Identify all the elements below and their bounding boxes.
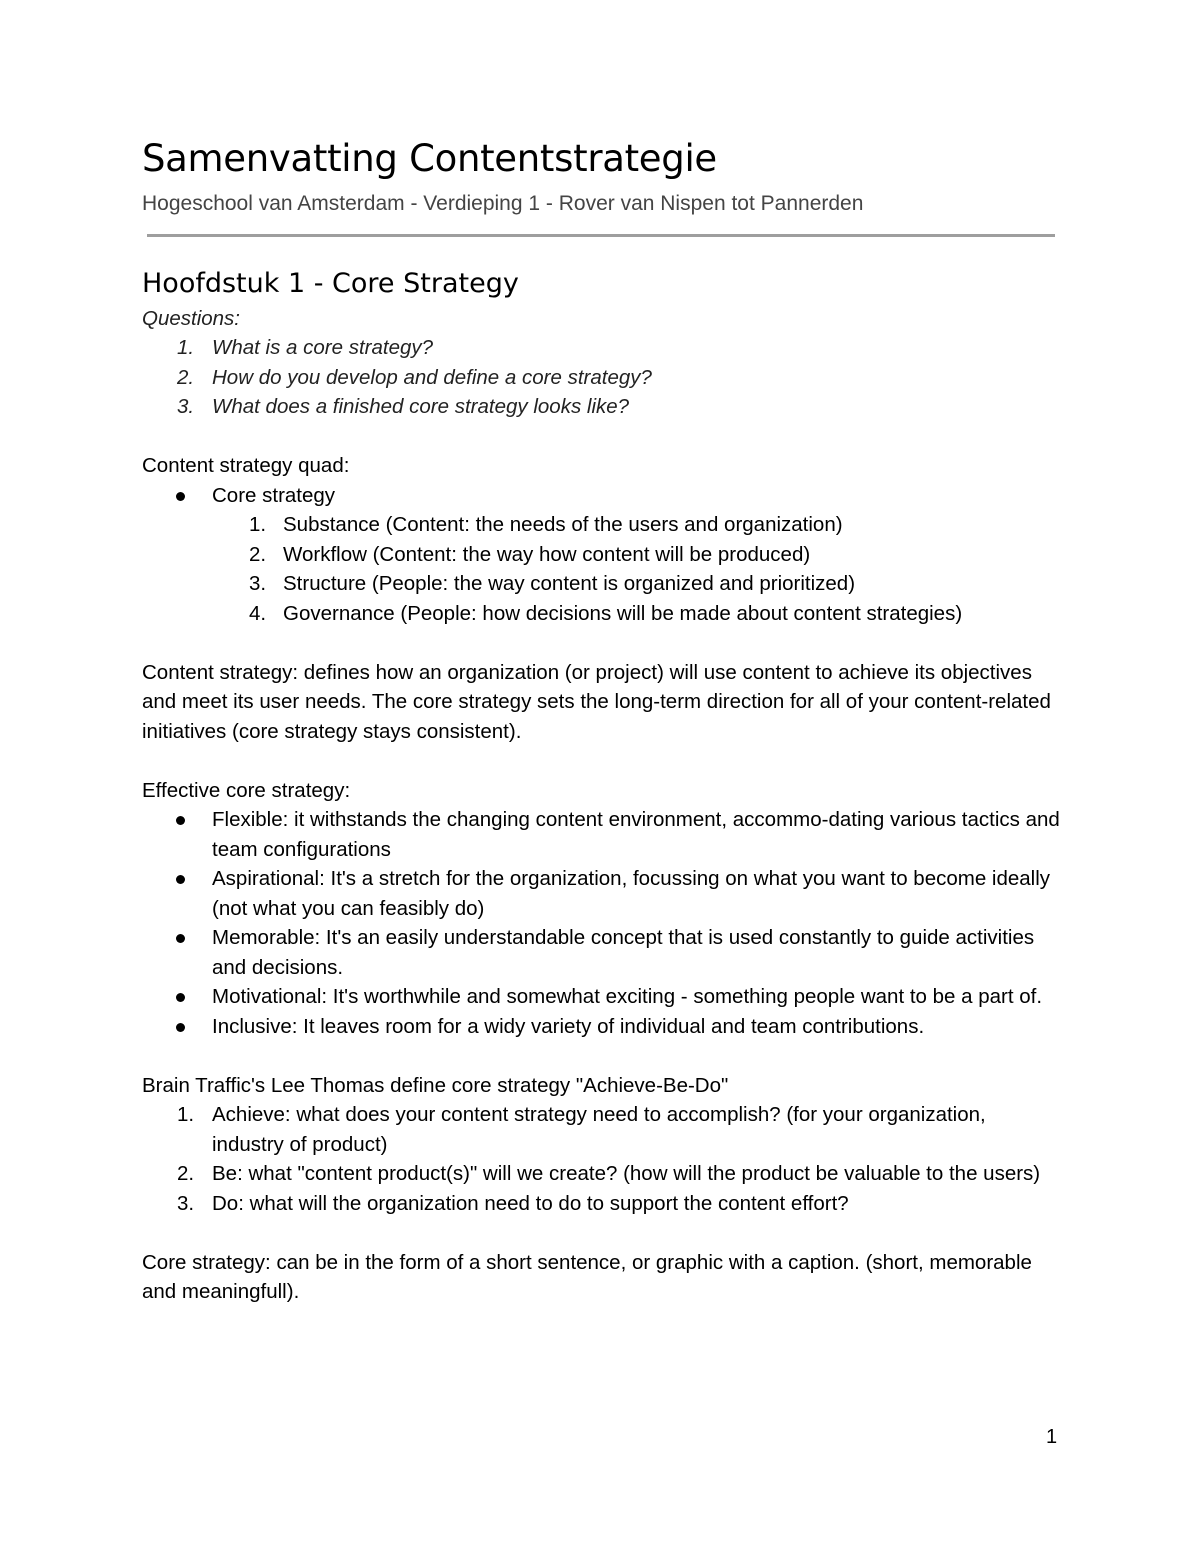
list-item [212, 540, 1062, 570]
spacer [142, 746, 1062, 776]
list-item [142, 333, 1062, 363]
page-content [142, 137, 1062, 1307]
list-item-text: What does a finished core strategy looks like? [212, 395, 630, 419]
list-item-text: Inclusive: It leaves room for a widy variety of individual and team contributions. [212, 1014, 925, 1038]
effective-list [142, 805, 1062, 1041]
list-item-text: Aspirational: It's a stretch for the organization, focussing on what you want to become ideally (not what you can feasibly do) [212, 867, 1051, 920]
title-divider [147, 234, 1055, 237]
list-item [142, 982, 1062, 1012]
list-item [142, 1159, 1062, 1189]
list-item [142, 363, 1062, 393]
list-item [142, 864, 1062, 923]
bullet-icon [176, 1023, 185, 1032]
bullet-icon [176, 816, 185, 825]
list-item-text: Motivational: It's worthwhile and somewhat exciting - something people want to be a part of. [212, 985, 1043, 1009]
list-item-text: Do: what will the organization need to do to support the content effort? [212, 1191, 849, 1215]
list-number: 1. [177, 1103, 195, 1127]
closing-paragraph: Core strategy: can be in the form of a short sentence, or graphic with a caption. (short, memorable and meaningfull). [142, 1250, 1032, 1304]
list-item [212, 599, 1062, 629]
effective-intro: Effective core strategy: [142, 778, 351, 802]
list-item-text: How do you develop and define a core strategy? [212, 365, 652, 389]
list-number: 1. [249, 513, 267, 537]
questions-list [142, 333, 1062, 422]
document-subtitle: Hogeschool van Amsterdam - Verdieping 1 - Rover van Nispen tot Pannerden [142, 192, 864, 215]
list-number: 4. [249, 601, 267, 625]
list-item [142, 1100, 1062, 1159]
page-number: 1 [1046, 1426, 1058, 1448]
chapter-heading: Hoofdstuk 1 - Core Strategy [142, 268, 519, 300]
list-item-text: Structure (People: the way content is organized and prioritized) [283, 572, 856, 596]
list-number: 3. [177, 395, 195, 419]
list-item [142, 481, 1062, 629]
list-item [212, 569, 1062, 599]
list-item-text: Workflow (Content: the way how content will be produced) [283, 542, 811, 566]
list-item [142, 923, 1062, 982]
list-item [142, 392, 1062, 422]
list-number: 2. [249, 542, 267, 566]
list-item [142, 1189, 1062, 1219]
list-item-text: Memorable: It's an easily understandable concept that is used constantly to guide activities and decisions. [212, 926, 1035, 979]
list-item [212, 510, 1062, 540]
bullet-icon [176, 993, 185, 1002]
spacer [142, 1041, 1062, 1071]
quad-intro: Content strategy quad: [142, 454, 350, 478]
spacer [142, 422, 1062, 452]
bullet-icon [176, 875, 185, 884]
list-item-text: Core strategy [212, 483, 336, 507]
document-title: Samenvatting Contentstrategie [142, 137, 717, 180]
quad-sub-list [212, 510, 1062, 628]
spacer [142, 1218, 1062, 1248]
list-number: 1. [177, 336, 195, 360]
abd-list [142, 1100, 1062, 1218]
list-number: 3. [177, 1191, 195, 1215]
list-item-text: Achieve: what does your content strategy need to accomplish? (for your organization, industry of product) [212, 1103, 986, 1156]
list-number: 3. [249, 572, 267, 596]
list-item [142, 805, 1062, 864]
list-item [142, 1012, 1062, 1042]
list-item-text: Be: what "content product(s)" will we create? (how will the product be valuable to the users) [212, 1162, 1041, 1186]
spacer [142, 628, 1062, 658]
list-item-text: What is a core strategy? [212, 336, 434, 360]
bullet-icon [176, 934, 185, 943]
quad-list [142, 481, 1062, 629]
list-number: 2. [177, 365, 195, 389]
abd-intro: Brain Traffic's Lee Thomas define core strategy "Achieve-Be-Do" [142, 1073, 729, 1097]
list-item-text: Substance (Content: the needs of the users and organization) [283, 513, 843, 537]
list-item-text: Governance (People: how decisions will be made about content strategies) [283, 601, 963, 625]
questions-label: Questions: [142, 306, 240, 330]
definition-paragraph: Content strategy: defines how an organization (or project) will use content to achieve its objectives and meet its user needs. The core strategy sets the long-term direction for all of your content-related initiatives (core strategy stays consistent). [142, 660, 1051, 743]
bullet-icon [176, 492, 185, 501]
list-item-text: Flexible: it withstands the changing content environment, accommo-dating various tactics and team configurations [212, 808, 1060, 861]
list-number: 2. [177, 1162, 195, 1186]
